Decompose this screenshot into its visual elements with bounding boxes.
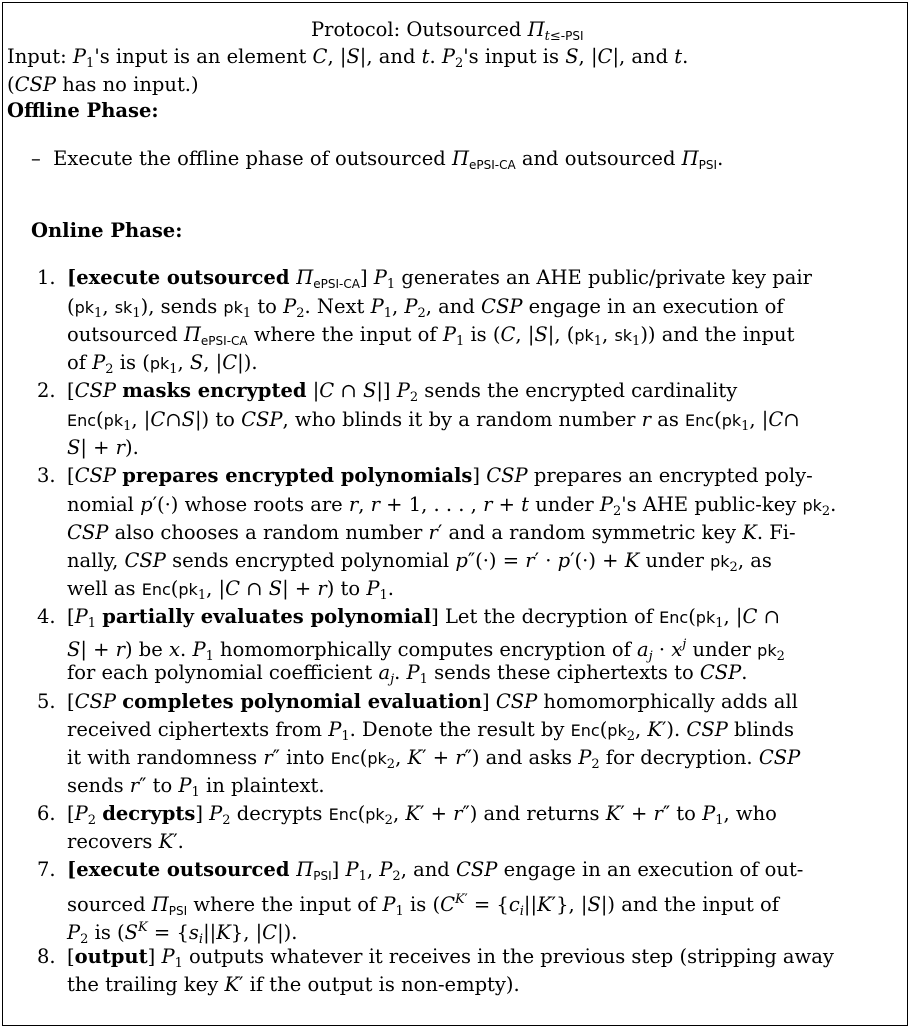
step-number: 6. [37, 802, 56, 825]
protocol-box: Protocol: Outsourced $\Pi_{t\le-PSI}$ Input: $P_1's$ input is an element C, |S|, and t. $P_2's$ input is S, |C|, and t. (CSP has no input.) Offline Phase: – Execute the offline phase of outsourced $\Pi_{ePSI-CA}$ and outsourced $\Pi_{PSI}$. Online Phase: 1. [execute outsourced $\Pi_{ePSI-CA}$] $P_1$ generates an AHE public/private key pair ($pk_1$, $sk_1$), sends $pk_1$ to $P_2$. Next $P_1$, $P_2$, and CSP engage in an execution of outsourced $\Pi_{ePSI-CA}$ where the input of $P_1$ is (C, |S|, ($pk_1$, $sk_1$)) and the input of $P_2$ is ($pk_1$, S, |C|). 2. [CSP masks encrypted |C ∩ S|] $P_2$ sends the encrypted cardinality $Enc(pk_1$, |C∩S|) to CSP, who blinds it by a random number r as $Enc(pk_1$, |C∩ S| + r). 3. [CSP prepares encrypted polynomials] CSP prepares an encrypted poly- nomial p′(·) whose roots are r, r + 1, . . . , r + t under $P_2's$ AHE public-key $pk_2$. CSP also chooses a random number r′ and a random symmetric key K. Fi- nally, CSP sends encrypted polynomial p″(·) = r′ · p′(·) + K under $pk_2$, as well as $Enc(pk_1$, |C ∩ S| + r) to $P_1$. 4. [$P_1$ partially evaluates polynomial] Let the decryption of $Enc(pk_1$, |C ∩ S| + r) be x. $P_1$ homomorphically computes encryption of $a_j \cdot x^j$ under $pk_2$ for each polynomial coefficient $a_j$. $P_1$ sends these ciphertexts to CSP. 5. [CSP completes polynomial evaluation] CSP homomorphically adds all received ciphertexts from $P_1$. Denote the result by $Enc(pk_2$, K′). CSP blinds it with randomness r″ into $Enc(pk_2$, K′ + r″) and asks $P_2$ for decryption. CSP sends r″ to $P_1$ in plaintext. 6. [$P_2$ decrypts] $P_2$ decrypts $Enc(pk_2$, K′ + r″) and returns K′ + r″ to $P_1$, who recovers K′. 7. [execute outsourced $\Pi_{PSI}$] $P_1$, $P_2$, and CSP engage in an execution of out- sourced $\Pi_{PSI}$ where the input of $P_1$ is ($C^{K'} = \{c_i||K'\}$, |S|) and the input of $P_2$ is ($S^K = \{s_i||K\}$, |C|). 8. [output] $P_1$ outputs whatever it receives in the previous step (stripping away the trailing key K′ if the output is non-empty). [2, 2, 908, 1026]
step-number: 7. [37, 858, 56, 881]
input-line: Input: $P_1's$ input is an element C, |S|, and t. $P_2's$ input is S, |C|, and t. [7, 45, 689, 71]
offline-heading: Offline Phase: [7, 99, 159, 122]
online-heading: Online Phase: [31, 219, 183, 242]
step-number: 5. [37, 690, 56, 713]
step-number: 8. [37, 945, 56, 968]
offline-item: – Execute the offline phase of outsourced $\Pi_{ePSI-CA}$ and outsourced $\Pi_{PSI}$. [31, 147, 724, 172]
input-line-2: (CSP has no input.) [7, 73, 199, 96]
step-number: 1. [37, 266, 56, 289]
step-number: 2. [37, 379, 56, 402]
protocol-title: Protocol: Outsourced $\Pi_{t\le-PSI}$ [311, 18, 584, 44]
step-number: 4. [37, 605, 56, 628]
step-number: 3. [37, 464, 56, 487]
